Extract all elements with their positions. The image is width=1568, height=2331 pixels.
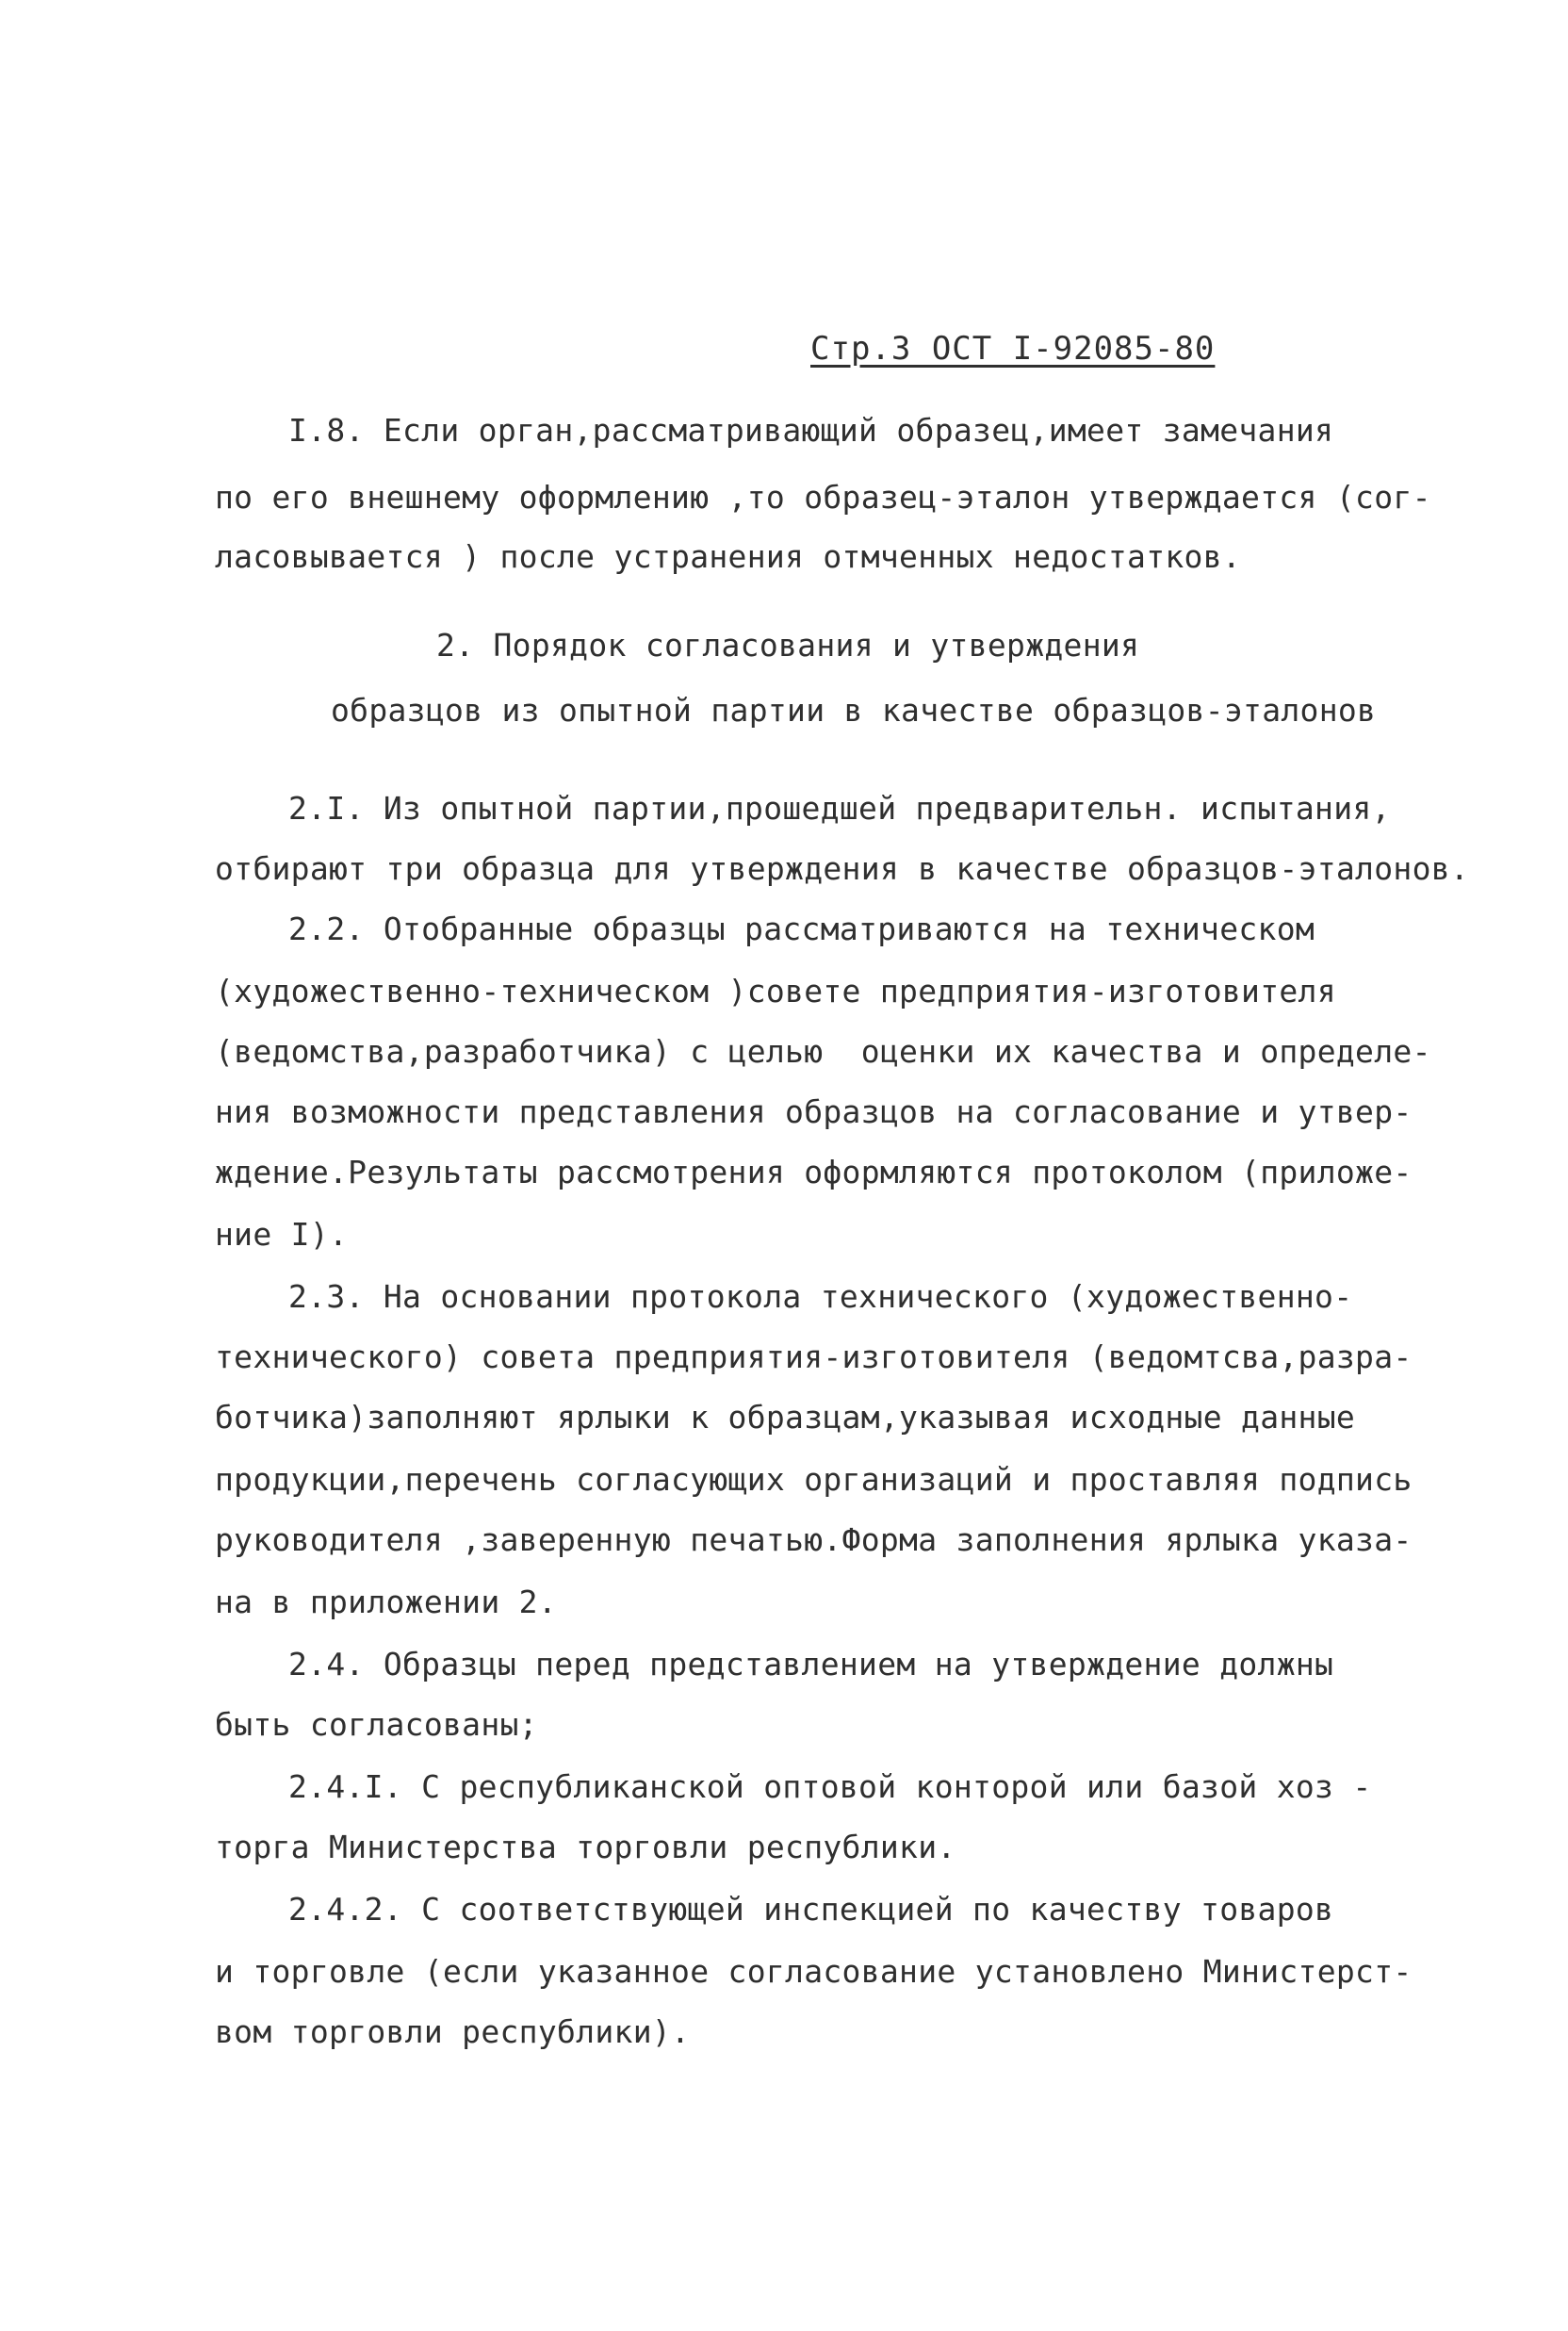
paragraph-line: на в приложении 2.: [215, 1584, 558, 1620]
paragraph-line: технического) совета предприятия-изготовителя (ведомтсва,разра-: [215, 1338, 1413, 1375]
paragraph-line: 2.4.2. С соответствующей инспекцией по качеству товаров: [288, 1891, 1334, 1928]
section-title-line-1: 2. Порядок согласования и утверждения: [436, 627, 1140, 664]
paragraph-line: продукции,перечень согласующих организаций и проставляя подпись: [215, 1461, 1413, 1498]
page-header: Стр.3 ОСТ I-92085-80: [810, 330, 1216, 368]
paragraph-line: быть согласованы;: [215, 1706, 538, 1743]
paragraph-line: (ведомства,разработчика) с целью оценки их качества и определе-: [215, 1033, 1431, 1070]
paragraph-line: ние I).: [215, 1216, 349, 1253]
paragraph-line: (художественно-техническом )совете предприятия-изготовителя: [215, 973, 1336, 1010]
paragraph-line: 2.2. Отобранные образцы рассматриваются на техническом: [288, 911, 1315, 947]
paragraph-line: руководителя ,заверенную печатью.Форма заполнения ярлыка указа-: [215, 1521, 1413, 1558]
section-title-line-2: образцов из опытной партии в качестве образцов-эталонов: [331, 692, 1377, 729]
paragraph-line: ждение.Результаты рассмотрения оформляются протоколом (приложе-: [215, 1154, 1413, 1190]
paragraph-line: отбирают три образца для утверждения в качестве образцов-эталонов.: [215, 850, 1470, 887]
paragraph-line: 2.3. На основании протокола технического (художественно-: [288, 1278, 1353, 1315]
paragraph-line: ния возможности представления образцов на согласование и утвер-: [215, 1093, 1413, 1130]
paragraph-line: 2.I. Из опытной партии,прошедшей предварительн. испытания,: [288, 790, 1391, 827]
paragraph-line: торга Министерства торговли республики.: [215, 1829, 956, 1865]
paragraph-line: по его внешнему оформлению ,то образец-эталон утверждается (сог-: [215, 479, 1431, 516]
paragraph-line: вом торговли республики).: [215, 2013, 691, 2050]
paragraph-line: I.8. Если орган,рассматривающий образец,имеет замечания: [288, 412, 1334, 449]
paragraph-line: ласовывается ) после устранения отмченных недостатков.: [215, 538, 1242, 575]
paragraph-line: 2.4. Образцы перед представлением на утверждение должны: [288, 1646, 1334, 1683]
paragraph-line: 2.4.I. С республиканской оптовой конторой или базой хоз -: [288, 1768, 1372, 1805]
paragraph-line: ботчика)заполняют ярлыки к образцам,указывая исходные данные: [215, 1399, 1356, 1436]
paragraph-line: и торговле (если указанное согласование установлено Министерст-: [215, 1953, 1413, 1990]
